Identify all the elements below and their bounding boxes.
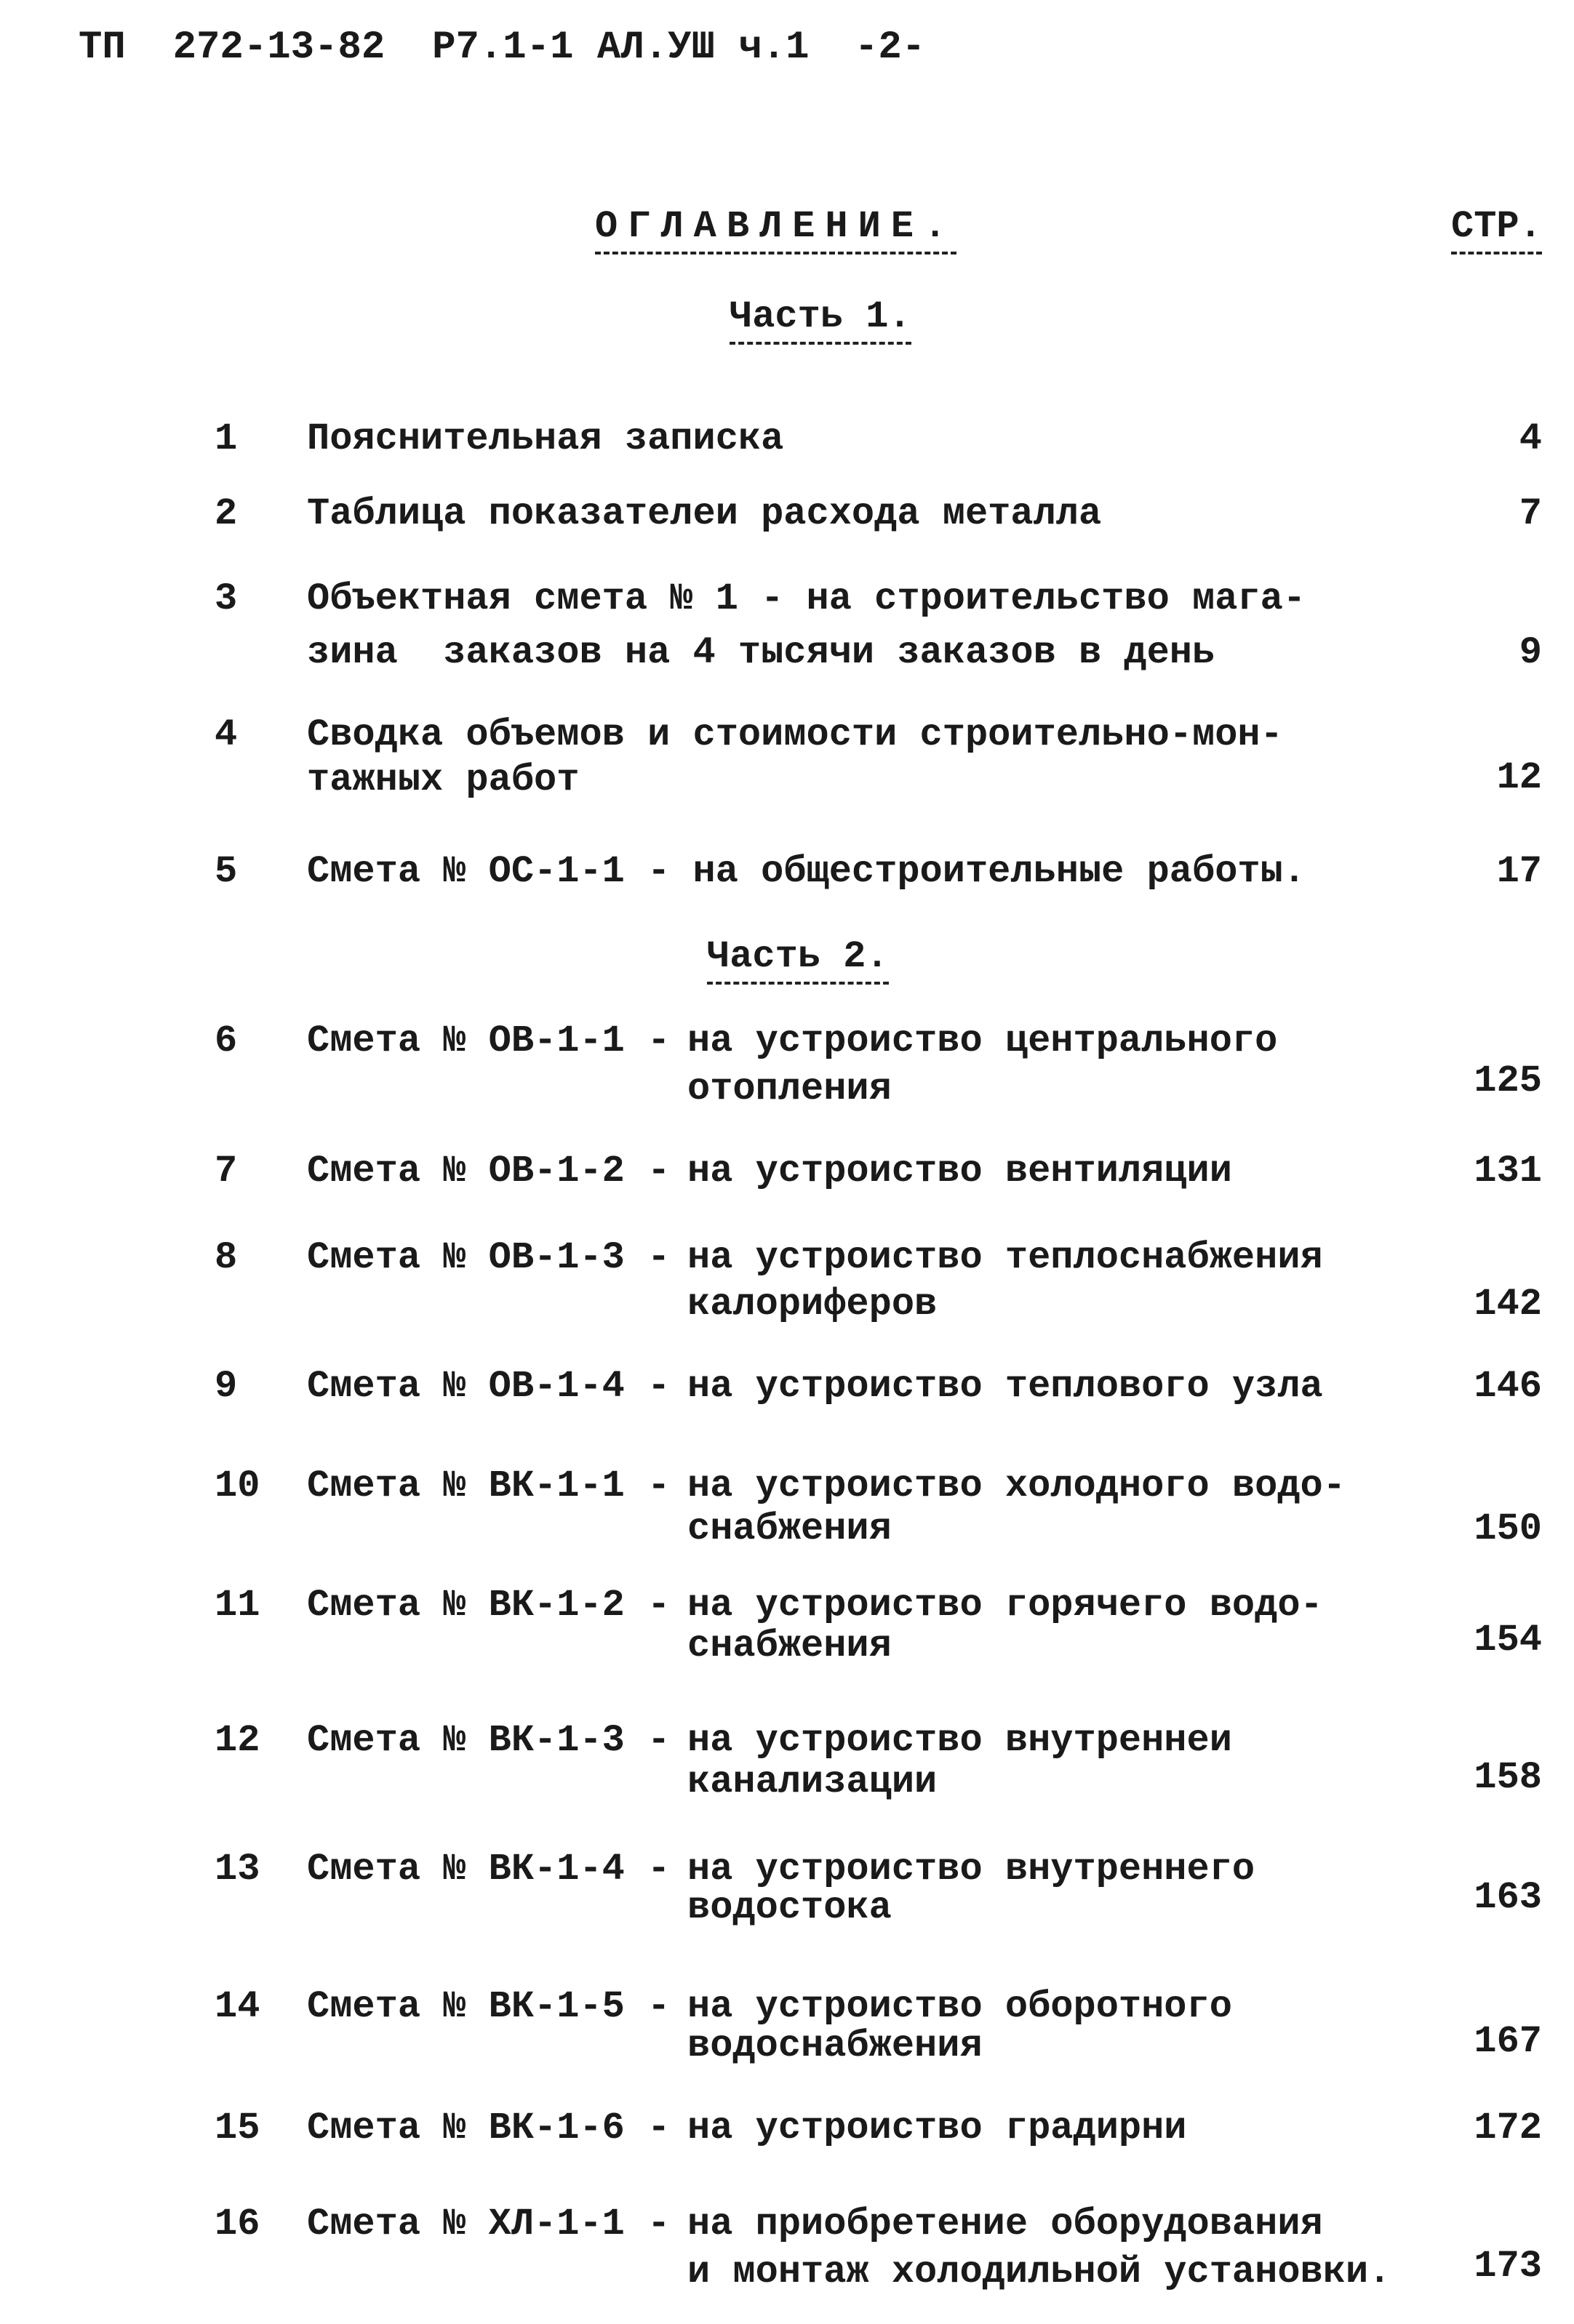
- entry-page-number: 17: [1496, 850, 1542, 893]
- part-1-heading: Часть 1.: [730, 295, 911, 345]
- entry-title-line: зина заказов на 4 тысячи заказов в день: [307, 631, 1215, 674]
- entry-title-line: на приобретение оборудования: [687, 2203, 1323, 2245]
- entry-number: 4: [215, 713, 238, 756]
- entry-title-line: на устроиство центрального: [687, 1019, 1278, 1062]
- entry-title-line: калориферов: [687, 1283, 938, 1326]
- entry-page-number: 150: [1474, 1507, 1542, 1550]
- estimate-code: Смета № ВК-1-6 -: [307, 2107, 671, 2149]
- entry-number: 5: [215, 850, 238, 893]
- entry-number: 3: [215, 577, 238, 620]
- page-column-label: СТР.: [1451, 205, 1542, 255]
- entry-number: 12: [215, 1719, 260, 1762]
- entry-number: 9: [215, 1365, 238, 1408]
- entry-title-line: на устроиство внутреннего: [687, 1848, 1255, 1891]
- estimate-code: Смета № ВК-1-4 -: [307, 1848, 671, 1891]
- entry-title-line: водостока: [687, 1886, 892, 1929]
- estimate-code: Смета № ОВ-1-3 -: [307, 1236, 671, 1279]
- entry-page-number: 12: [1496, 756, 1542, 799]
- entry-title-line: на устроиство внутреннеи: [687, 1719, 1232, 1762]
- entry-page-number: 142: [1474, 1283, 1542, 1326]
- entry-title-line: Смета № ОС-1-1 - на общестроительные работы.: [307, 850, 1306, 893]
- entry-title-line: на устроиство градирни: [687, 2107, 1187, 2149]
- entry-page-number: 158: [1474, 1756, 1542, 1799]
- entry-title-line: тажных работ: [307, 758, 580, 801]
- entry-title-line: на устроиство холодного водо-: [687, 1464, 1346, 1507]
- entry-page-number: 172: [1474, 2107, 1542, 2149]
- estimate-code: Смета № ВК-1-2 -: [307, 1584, 671, 1627]
- entry-number: 15: [215, 2107, 260, 2149]
- entry-title-line: на устроиство горячего водо-: [687, 1584, 1323, 1627]
- toc-title: ОГЛАВЛЕНИЕ.: [595, 205, 956, 255]
- entry-number: 1: [215, 417, 238, 460]
- entry-number: 16: [215, 2203, 260, 2245]
- entry-title-line: на устроиство теплового узла: [687, 1365, 1323, 1408]
- entry-title-line: снабжения: [687, 1507, 892, 1550]
- entry-title-line: Сводка объемов и стоимости строительно-мон-: [307, 713, 1283, 756]
- entry-title-line: Таблица показателеи расхода металла: [307, 492, 1102, 535]
- entry-page-number: 163: [1474, 1876, 1542, 1919]
- entry-title-line: канализации: [687, 1760, 938, 1803]
- part-2-heading: Часть 2.: [707, 935, 889, 985]
- entry-page-number: 7: [1519, 492, 1542, 535]
- entry-number: 2: [215, 492, 238, 535]
- entry-page-number: 146: [1474, 1365, 1542, 1408]
- estimate-code: Смета № ОВ-1-1 -: [307, 1019, 671, 1062]
- entry-title-line: Объектная смета № 1 - на строительство мага-: [307, 577, 1306, 620]
- entry-title-line: Пояснительная записка: [307, 417, 784, 460]
- estimate-code: Смета № ВК-1-3 -: [307, 1719, 671, 1762]
- entry-title-line: снабжения: [687, 1624, 892, 1667]
- entry-page-number: 154: [1474, 1619, 1542, 1662]
- entry-number: 6: [215, 1019, 238, 1062]
- entry-title-line: на устроиство оборотного: [687, 1985, 1232, 2028]
- estimate-code: Смета № ВК-1-5 -: [307, 1985, 671, 2028]
- estimate-code: Смета № ВК-1-1 -: [307, 1464, 671, 1507]
- entry-title-line: водоснабжения: [687, 2024, 983, 2067]
- entry-number: 7: [215, 1150, 238, 1193]
- entry-number: 13: [215, 1848, 260, 1891]
- entry-title-line: отопления: [687, 1067, 892, 1110]
- entry-page-number: 125: [1474, 1059, 1542, 1102]
- entry-page-number: 9: [1519, 631, 1542, 674]
- entry-title-line: на устроиство теплоснабжения: [687, 1236, 1323, 1279]
- entry-title-line: на устроиство вентиляции: [687, 1150, 1232, 1193]
- entry-page-number: 4: [1519, 417, 1542, 460]
- entry-number: 10: [215, 1464, 260, 1507]
- entry-page-number: 131: [1474, 1150, 1542, 1193]
- entry-number: 14: [215, 1985, 260, 2028]
- entry-title-line: и монтаж холодильной установки.: [687, 2251, 1391, 2293]
- estimate-code: Смета № ОВ-1-4 -: [307, 1365, 671, 1408]
- document-code: ТП 272-13-82 Р7.1-1 АЛ.УШ ч.1: [79, 25, 810, 70]
- entry-number: 11: [215, 1584, 260, 1627]
- entry-number: 8: [215, 1236, 238, 1279]
- estimate-code: Смета № ОВ-1-2 -: [307, 1150, 671, 1193]
- page-number: -2-: [855, 25, 926, 70]
- entry-page-number: 167: [1474, 2020, 1542, 2063]
- estimate-code: Смета № ХЛ-1-1 -: [307, 2203, 671, 2245]
- entry-page-number: 173: [1474, 2245, 1542, 2288]
